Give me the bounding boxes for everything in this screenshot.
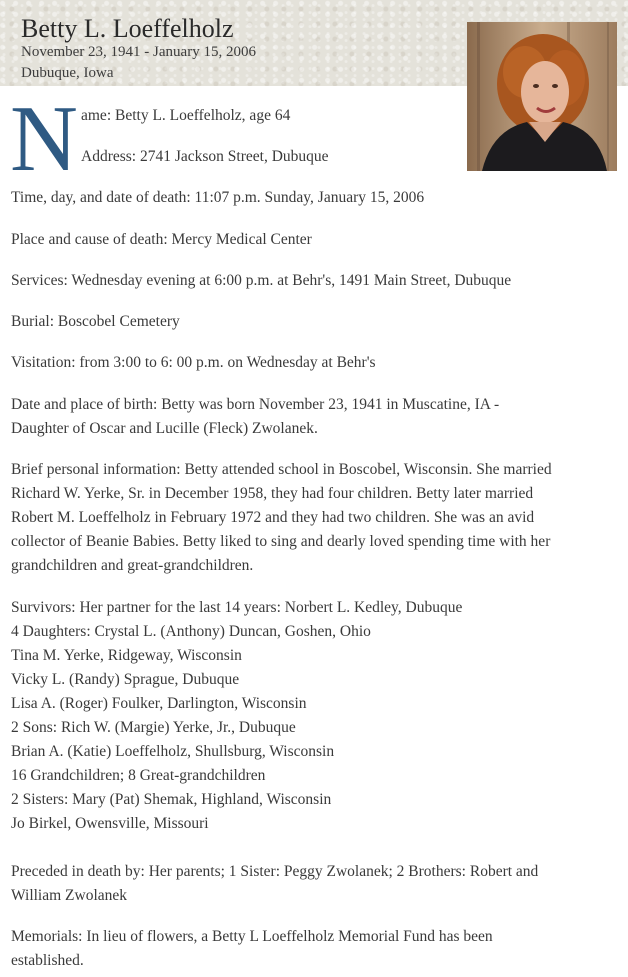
bio-line: Richard W. Yerke, Sr. in December 1958, they had four children. Betty later married xyxy=(11,485,534,502)
death-time-line: Time, day, and date of death: 11:07 p.m. Sunday, January 15, 2006 xyxy=(11,189,425,206)
services-line: Services: Wednesday evening at 6:00 p.m. at Behr's, 1491 Main Street, Dubuque xyxy=(11,272,512,289)
survivors-line: Tina M. Yerke, Ridgeway, Wisconsin xyxy=(11,647,242,664)
address-line: Address: 2741 Jackson Street, Dubuque xyxy=(81,148,329,165)
survivors-line: Jo Birkel, Owensville, Missouri xyxy=(11,815,209,832)
bio-line: grandchildren and great-grandchildren. xyxy=(11,557,254,574)
birth-line: Daughter of Oscar and Lucille (Fleck) Zwolanek. xyxy=(11,420,318,437)
preceded-line: William Zwolanek xyxy=(11,887,128,904)
memorials-line: Memorials: In lieu of flowers, a Betty L Loeffelholz Memorial Fund has been xyxy=(11,928,493,945)
memorials-line: established. xyxy=(11,952,84,969)
preceded-line: Preceded in death by: Her parents; 1 Sister: Peggy Zwolanek; 2 Brothers: Robert and xyxy=(11,863,539,880)
bio-line: Brief personal information: Betty attended school in Boscobel, Wisconsin. She married xyxy=(11,461,552,478)
survivors-line: Vicky L. (Randy) Sprague, Dubuque xyxy=(11,671,240,688)
survivors-line: 2 Sisters: Mary (Pat) Shemak, Highland, Wisconsin xyxy=(11,791,332,808)
name-line: ame: Betty L. Loeffelholz, age 64 xyxy=(81,107,291,124)
portrait-photo xyxy=(467,22,617,171)
bio-line: Robert M. Loeffelholz in February 1972 and they had two children. She was an avid xyxy=(11,509,535,526)
death-place-line: Place and cause of death: Mercy Medical Center xyxy=(11,231,312,248)
burial-line: Burial: Boscobel Cemetery xyxy=(11,313,180,330)
survivors-line: 4 Daughters: Crystal L. (Anthony) Duncan, Goshen, Ohio xyxy=(11,623,371,640)
location: Dubuque, Iowa xyxy=(21,65,114,81)
survivors-line: 16 Grandchildren; 8 Great-grandchildren xyxy=(11,767,266,784)
life-dates: November 23, 1941 - January 15, 2006 xyxy=(21,44,256,60)
survivors-line: Lisa A. (Roger) Foulker, Darlington, Wisconsin xyxy=(11,695,307,712)
visitation-line: Visitation: from 3:00 to 6: 00 p.m. on Wednesday at Behr's xyxy=(11,354,376,371)
bio-line: collector of Beanie Babies. Betty liked to sing and dearly loved spending time with her xyxy=(11,533,551,550)
survivors-line: Survivors: Her partner for the last 14 years: Norbert L. Kedley, Dubuque xyxy=(11,599,463,616)
birth-line: Date and place of birth: Betty was born November 23, 1941 in Muscatine, IA - xyxy=(11,396,500,413)
drop-cap: N xyxy=(10,87,78,191)
survivors-line: 2 Sons: Rich W. (Margie) Yerke, Jr., Dubuque xyxy=(11,719,296,736)
deceased-name: Betty L. Loeffelholz xyxy=(21,14,234,43)
survivors-line: Brian A. (Katie) Loeffelholz, Shullsburg, Wisconsin xyxy=(11,743,335,760)
portrait-image xyxy=(467,22,617,171)
